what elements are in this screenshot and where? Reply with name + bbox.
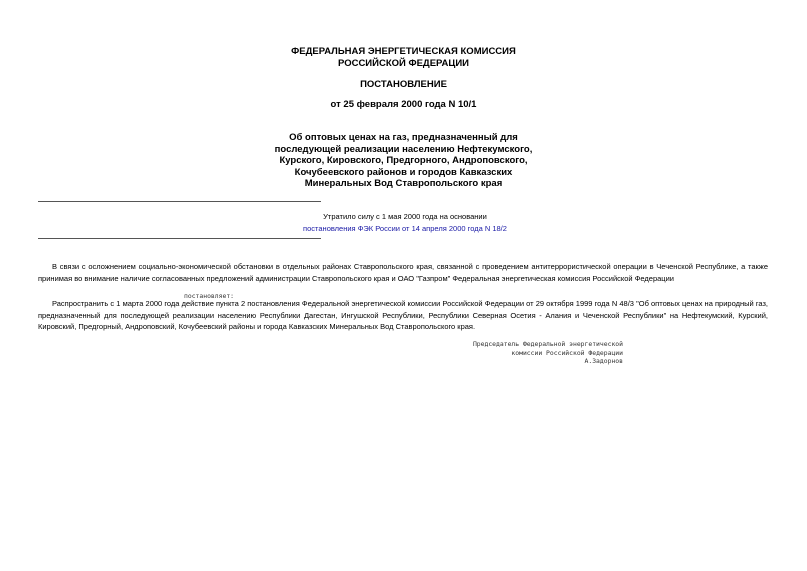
doc-title-line: Минеральных Вод Ставропольского края <box>304 178 503 189</box>
issuer-block <box>0 46 807 69</box>
doc-type: ПОСТАНОВЛЕНИЕ <box>360 79 447 90</box>
doc-title-line: последующей реализации населению Нефтекумского, <box>274 143 533 155</box>
issuer-line-2: РОССИЙСКОЙ ФЕДЕРАЦИИ <box>337 57 469 69</box>
repeal-note-link[interactable]: постановления ФЭК России от 14 апреля 2000 года N 18/2 <box>303 223 507 233</box>
preamble-paragraph: В связи с осложнением социально-экономической обстановки в отдельных районах Ставропольского края, связанной с проведением антитеррористической операции в Чеченской Республике, а также принимая во внимание наличие согласованных предложений администрации Ставропольского края и ОАО "Газпром" Федеральная энергетическая комиссия Российской Федерации <box>38 262 768 283</box>
doc-title-line: Курского, Кировского, Предгорного, Андроповского, <box>279 155 528 166</box>
signature-line-2: комиссии Российской Федерации <box>511 348 623 357</box>
issuer-line-1: ФЕДЕРАЛЬНАЯ ЭНЕРГЕТИЧЕСКАЯ КОМИССИЯ <box>291 46 516 57</box>
signature-block <box>473 340 623 366</box>
signature-name: А.Задорнов <box>584 357 623 366</box>
resolves-label: постановляет: <box>184 292 235 300</box>
doc-title-line: Кочубеевского районов и городов Кавказских <box>294 166 513 178</box>
doc-title-line: Об оптовых ценах на газ, предназначенный для <box>289 132 518 143</box>
signature-line-1: Председатель Федеральной энергетической <box>472 340 623 348</box>
doc-title <box>0 132 807 190</box>
divider-top <box>38 201 321 202</box>
repeal-note-text: Утратило силу с 1 мая 2000 года на основании <box>323 212 487 221</box>
repeal-note <box>290 211 520 234</box>
doc-date: от 25 февраля 2000 года N 10/1 <box>330 99 477 110</box>
divider-bottom <box>38 238 321 239</box>
main-paragraph: Распространить с 1 марта 2000 года действие пункта 2 постановления Федеральной энергетической комиссии Российской Федерации от 29 октября 1999 года N 48/3 "Об оптовых ценах на природный газ, предназначенный для последующей реализации населению Республики Дагестан, Ингушской Республики, Республики Северная Осетия - Алания и Чеченской Республики" на Нефтекумский, Курский, Кировский, Предгорный, Андроповский, Кочубеевский районы и города Кавказских Минеральных Вод Ставропольского края. <box>38 299 768 331</box>
